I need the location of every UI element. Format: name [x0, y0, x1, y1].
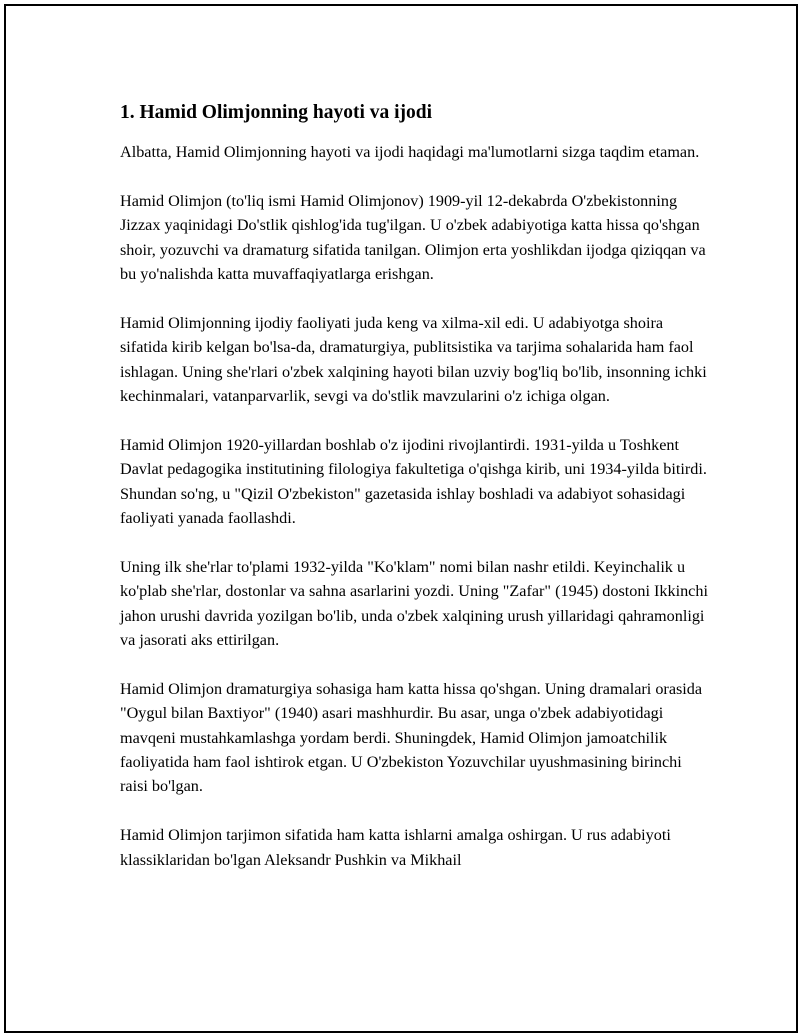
paragraph-4: Hamid Olimjon 1920-yillardan boshlab o'z ijodini rivojlantirdi. 1931-yilda u Toshkent Davlat pedagogika institutining filologiya fakultetiga o'qishga kirib, uni 1934-yilda bitirdi. Shundan so'ng, u "Qizil O'zbekiston" gazetasida ishlay boshladi va adabiyot sohasidagi faoliyati yanada faollashdi. — [120, 435, 707, 528]
paragraph-7: Hamid Olimjon tarjimon sifatida ham katta ishlarni amalga oshirgan. U rus adabiyoti klassiklaridan bo'lgan Aleksandr Pushkin va Mikhail — [120, 826, 671, 869]
paragraph-5: Uning ilk she'rlar to'plami 1932-yilda "Ko'klam" nomi bilan nashr etildi. Keyinchalik u ko'plab she'rlar, dostonlar va sahna asarlarini yozdi. Uning "Zafar" (1945) dostoni Ikkinchi jahon urushi davrida yozilgan bo'lib, unda o'zbek xalqining urush yillaridagi qahramonligi va jasorati aks ettirilgan. — [120, 557, 708, 650]
paragraph-6: Hamid Olimjon dramaturgiya sohasiga ham katta hissa qo'shgan. Uning dramalari orasida "Oygul bilan Baxtiyor" (1940) asari mashhurdir. Bu asar, unga o'zbek adabiyotidagi mavqeni mustahkamlashga yordam berdi. Shuningdek, Hamid Olimjon jamoatchilik faoliyatida ham faol ishtirok etgan. U O'zbekiston Yozuvchilar uyushmasining birinchi raisi bo'lgan. — [120, 679, 703, 796]
document-title: 1. Hamid Olimjonning hayoti va ijodi — [120, 102, 433, 123]
paragraph-3: Hamid Olimjonning ijodiy faoliyati juda keng va xilma-xil edi. U adabiyotga shoira sifatida kirib kelgan bo'lsa-da, dramaturgiya, publitsistika va tarjima sohalarida ham faol ishlagan. Uning she'rlari o'zbek xalqining hayoti bilan uzviy bog'liq bo'lib, insonning ichki kechinmalari, vatanparvarlik, sevgi va do'stlik mavzularini o'z ichiga olgan. — [120, 313, 707, 406]
paragraph-2: Hamid Olimjon (to'liq ismi Hamid Olimjonov) 1909-yil 12-dekabrda O'zbekistonning Jizzax yaqinidagi Do'stlik qishlog'ida tug'ilgan. U o'zbek adabiyotiga katta hissa qo'shgan shoir, yozuvchi va dramaturg sifatida tanilgan. Olimjon erta yoshlikdan ijodga qiziqqan va bu yo'nalishda katta muvaffaqiyatlarga erishgan. — [120, 191, 706, 284]
document-page — [4, 4, 798, 1033]
document-body — [120, 100, 710, 896]
paragraph-1: Albatta, Hamid Olimjonning hayoti va ijodi haqidagi ma'lumotlarni sizga taqdim etaman. — [120, 143, 700, 161]
